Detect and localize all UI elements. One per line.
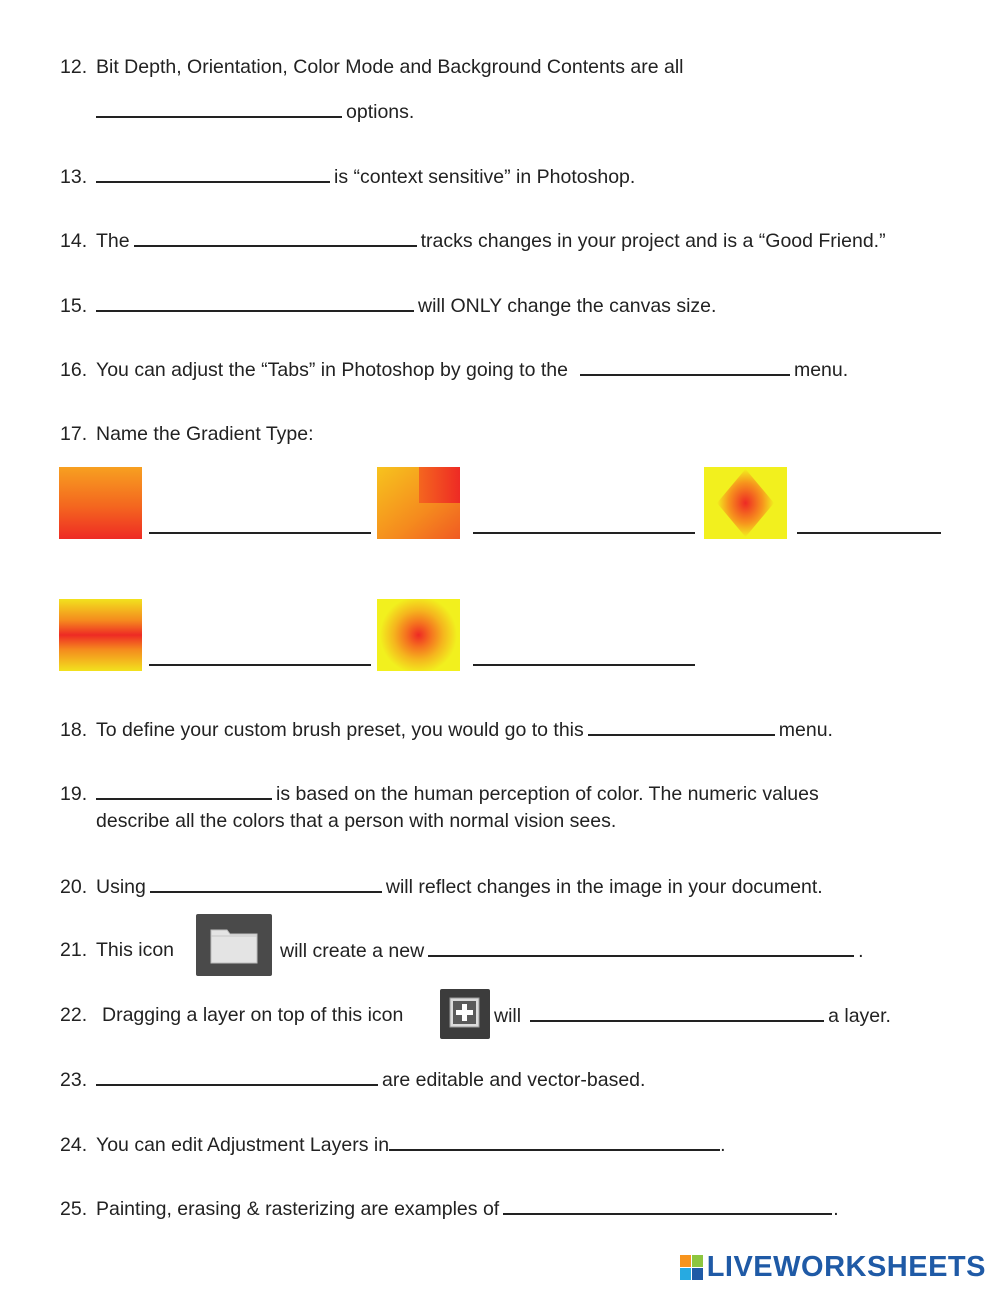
question-text: Using [96, 876, 146, 898]
question-text: Painting, erasing & rasterizing are examples of [96, 1198, 500, 1220]
question-number: 25. [60, 1198, 88, 1220]
diamond-gradient-swatch [704, 467, 787, 539]
question-23 [60, 1065, 645, 1094]
question-text: menu. [778, 719, 833, 741]
question-number: 21. [60, 939, 88, 961]
question-21 [60, 936, 174, 964]
answer-blank[interactable] [96, 1065, 378, 1086]
question-14 [60, 226, 886, 255]
question-text: This icon [96, 939, 175, 961]
gradient-answer-blank-1[interactable] [149, 532, 371, 534]
question-text: Dragging a layer on top of this icon [102, 1004, 404, 1026]
question-12-line2 [96, 97, 414, 126]
gradient-answer-blank-4[interactable] [149, 664, 371, 666]
question-text: will [494, 1005, 522, 1027]
question-20 [60, 872, 823, 901]
question-text: tracks changes in your project and is a “Good Friend.” [420, 230, 886, 252]
question-punctuation: . [720, 1134, 726, 1156]
answer-blank[interactable] [428, 936, 854, 957]
question-text: options. [346, 101, 415, 123]
question-text: To define your custom brush preset, you would go to this [96, 719, 584, 741]
question-text: will reflect changes in the image in your document. [385, 876, 823, 898]
question-number: 13. [60, 166, 88, 188]
question-22-rest [494, 1001, 891, 1030]
question-punctuation: . [858, 940, 864, 962]
answer-blank[interactable] [96, 779, 272, 800]
new-group-folder-icon [196, 914, 272, 976]
question-number: 19. [60, 783, 88, 805]
question-24 [60, 1130, 725, 1159]
answer-blank[interactable] [389, 1130, 720, 1151]
radial-gradient-swatch [377, 599, 460, 671]
question-text: Bit Depth, Orientation, Color Mode and Background Contents are all [96, 56, 684, 78]
linear-gradient-swatch [59, 467, 142, 539]
answer-blank[interactable] [503, 1194, 832, 1215]
question-number: 12. [60, 56, 88, 78]
angle-gradient-swatch [377, 467, 460, 539]
answer-blank[interactable] [530, 1001, 824, 1022]
answer-blank[interactable] [96, 97, 342, 118]
gradient-answer-blank-3[interactable] [797, 532, 941, 534]
question-16 [60, 355, 848, 384]
question-17 [60, 420, 314, 448]
question-text: will create a new [280, 940, 425, 962]
gradient-answer-blank-5[interactable] [473, 664, 695, 666]
question-number: 18. [60, 719, 88, 741]
question-number: 22. [60, 1004, 88, 1026]
new-layer-icon [440, 989, 490, 1039]
answer-blank[interactable] [134, 226, 417, 247]
question-19 [60, 779, 819, 808]
answer-blank[interactable] [588, 715, 775, 736]
answer-blank[interactable] [150, 872, 382, 893]
question-19-line2 [96, 807, 616, 835]
question-text: You can edit Adjustment Layers in [96, 1134, 390, 1156]
question-number: 17. [60, 423, 88, 445]
question-15 [60, 291, 716, 320]
question-number: 16. [60, 359, 88, 381]
reflected-gradient-swatch [59, 599, 142, 671]
question-text: The [96, 230, 130, 252]
question-text: will ONLY change the canvas size. [418, 295, 717, 317]
question-number: 14. [60, 230, 88, 252]
logo-badge-icon [680, 1255, 704, 1281]
question-text: Name the Gradient Type: [96, 423, 314, 445]
question-number: 23. [60, 1069, 88, 1091]
question-text: a layer. [828, 1005, 891, 1027]
question-number: 24. [60, 1134, 88, 1156]
gradient-answer-blank-2[interactable] [473, 532, 695, 534]
question-number: 20. [60, 876, 88, 898]
question-number: 15. [60, 295, 88, 317]
answer-blank[interactable] [580, 355, 790, 376]
logo-text: LIVEWORKSHEETS [706, 1251, 986, 1283]
question-text: is based on the human perception of color. The numeric values [276, 783, 819, 805]
question-text: describe all the colors that a person with normal vision sees. [96, 810, 617, 832]
question-punctuation: . [833, 1198, 839, 1220]
question-text: is “context sensitive” in Photoshop. [334, 166, 636, 188]
question-12 [60, 53, 684, 81]
question-13 [60, 162, 635, 191]
liveworksheets-logo [680, 1251, 986, 1284]
question-text: You can adjust the “Tabs” in Photoshop by going to the [96, 359, 568, 381]
question-18 [60, 715, 833, 744]
question-text: are editable and vector-based. [382, 1069, 646, 1091]
question-text: menu. [793, 359, 849, 381]
answer-blank[interactable] [96, 162, 330, 183]
answer-blank[interactable] [96, 291, 414, 312]
question-25 [60, 1194, 839, 1223]
question-21-rest [280, 936, 864, 965]
question-22 [60, 1001, 403, 1029]
